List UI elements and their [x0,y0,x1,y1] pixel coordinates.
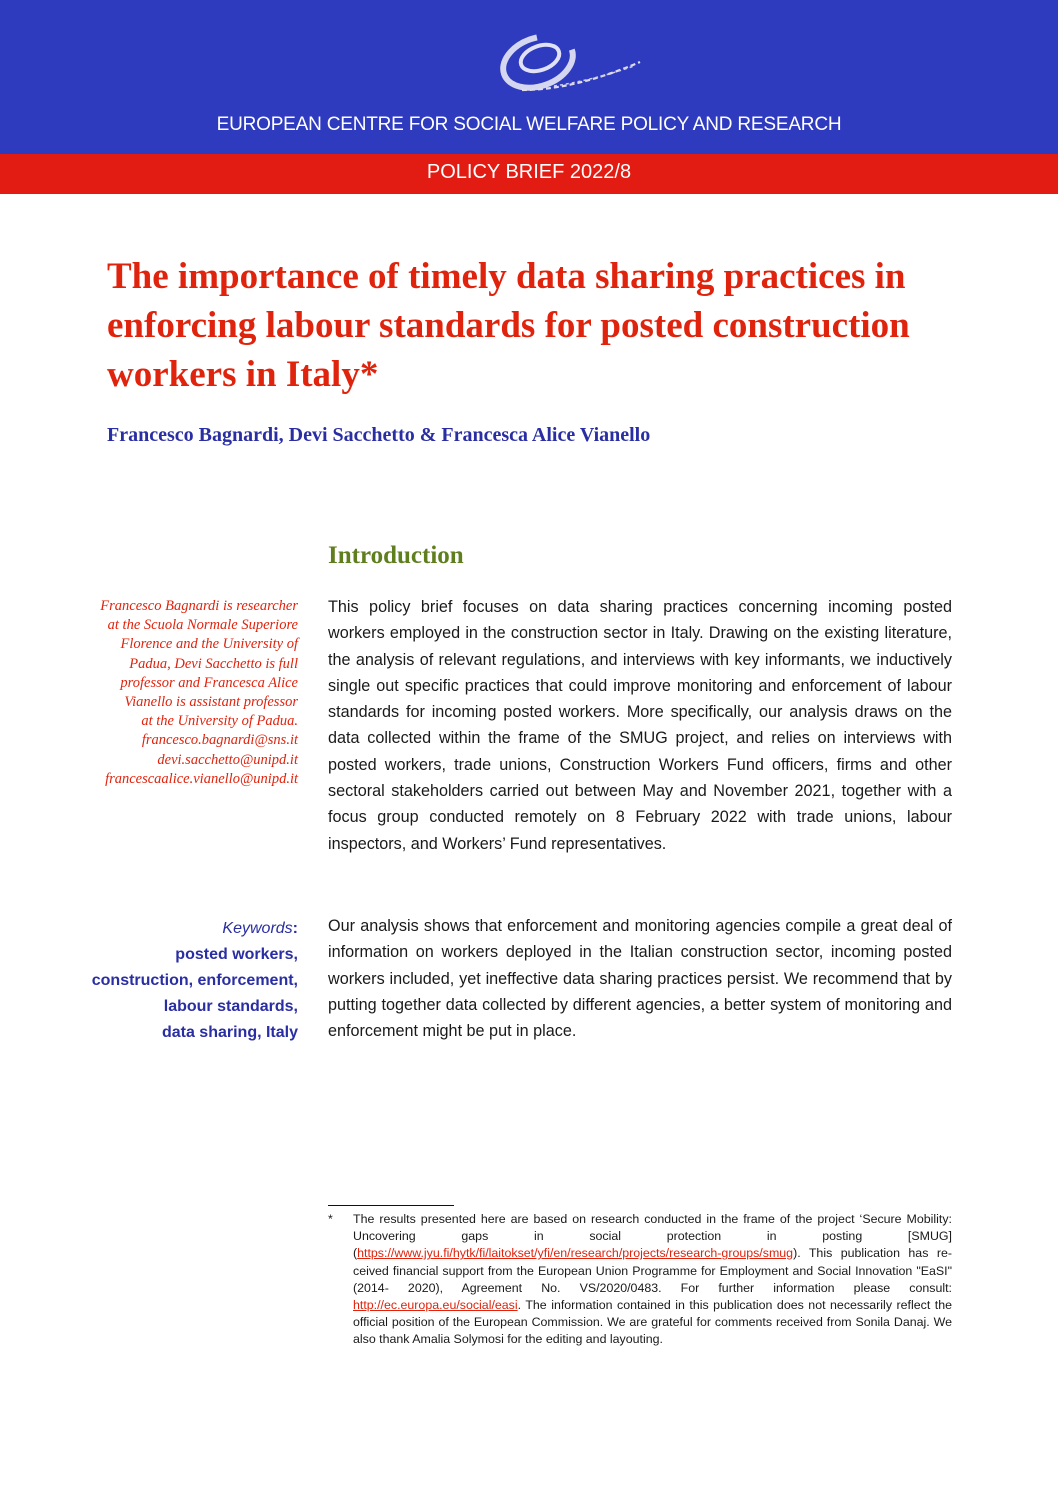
email-link[interactable]: devi.sacchetto@unipd.it [157,751,298,768]
bio-line: at the Scuola Normale Superiore [107,617,298,634]
section-heading-introduction: Introduction [328,542,464,569]
series-label: POLICY BRIEF 2022/8 [426,161,632,183]
footnote-text [353,1211,952,1349]
easi-link[interactable]: http://ec.europa.eu/social/easi [353,1298,518,1313]
keywords [38,916,298,1046]
bio-line: professor and Francesca Alice [120,674,298,691]
keywords-colon: : [292,920,298,937]
bio-line: at the University of Padua. [141,713,298,730]
organization-name: EUROPEAN CENTRE FOR SOCIAL WELFARE POLICY AND RESEARCH [216,114,842,135]
email-link[interactable]: francescaalice.vianello@unipd.it [105,770,298,787]
smug-project-link[interactable]: https://www.jyu.fi/hytk/fi/laitokset/yfi/en/research/projects/research-groups/smug [357,1246,794,1261]
footnote [328,1211,952,1349]
author-bio [58,597,298,789]
keyword-line: data sharing, Italy [161,1024,298,1041]
footnote-text-part: . The information contained in this publication does not necessarily reflect the official position of the European Commission. We are grateful for comments received from Sonila Danaj. We also thank Amalia Solymosi for the editing and layouting. [353,1298,952,1347]
bio-line: Padua, Devi Sacchetto is full [129,655,298,672]
footnote-text-part: ). This publication has received financial support from the European Union Programme for Employment and Social Innovation "EaSI" (2014- 2020), Agreement No. VS/2020/0483. For further information please consult: [353,1246,952,1295]
keyword-line: labour standards, [163,998,298,1015]
footnote-divider [328,1205,454,1206]
keyword-line: posted workers, [175,946,298,963]
organization-logo [494,28,644,104]
bio-line: Florence and the University of [120,636,298,653]
keyword-line: construction, enforcement, [91,972,298,989]
footnote-text-part: The results presented here are based on research conducted in the frame of the project ‘Secure Mobility: Uncovering gaps in social protection in posting [SMUG] ( [353,1212,952,1261]
keywords-label: Keywords [222,920,293,937]
document-title: The importance of timely data sharing practices in enforcing labour standards for posted construction workers in Italy* [107,256,910,395]
email-link[interactable]: francesco.bagnardi@sns.it [141,732,298,749]
intro-paragraph-2: Our analysis shows that enforcement and monitoring agencies compile a great deal of information on workers deployed in the Italian construction sector, incoming posted workers included, yet ineffective data sharing practices persist. We recommend that by putting together data collected by different agencies, a better system of monitoring and enforcement might be put in place. [328,917,952,1041]
footnote-marker: * [328,1212,333,1226]
bio-line: Vianello is assistant professor [124,694,298,711]
authors: Francesco Bagnardi, Devi Sacchetto & Francesca Alice Vianello [107,424,651,446]
bio-line: Francesco Bagnardi is researcher [100,598,298,614]
intro-paragraph-1: This policy brief focuses on data sharing practices concerning incoming posted workers employed in the construction sector in Italy. Drawing on the existing literature, the analysis of relevant regulations, and interviews with key informants, we inductively single out specific practices that could improve monitoring and enforcement of labour standards for incoming posted workers. More specifically, our analysis draws on the data collected within the frame of the SMUG project, and relies on interviews with posted workers, trade unions, Construction Workers Fund officers, firms and other sectoral stakeholders carried out between May and November 2021, together with a focus group conducted remotely on 8 February 2022 with trade unions, labour inspectors, and Workers’ Fund representatives. [328,598,952,853]
